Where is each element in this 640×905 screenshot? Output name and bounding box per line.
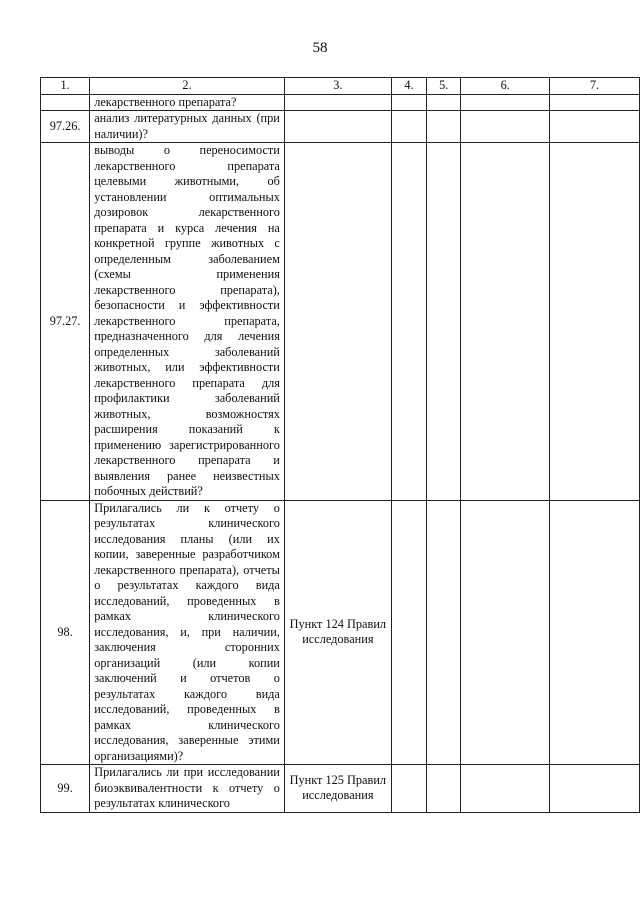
header-row xyxy=(41,78,640,95)
answer-cell xyxy=(391,111,426,143)
column-header: 1. xyxy=(41,78,90,95)
checklist-table xyxy=(40,77,640,813)
column-header: 7. xyxy=(550,78,640,95)
answer-cell xyxy=(427,500,461,765)
answer-cell xyxy=(427,143,461,501)
question-text: выводы о переносимости лекарственного препарата целевыми животными, об установлении оптимальных дозировок лекарственного препарата и курса лечения на конкретной группе животных с определенным заболеванием (схемы применения лекарственного препарата), безопасности и эффективности лекарственного препарата, предназначенного для лечения определенных заболеваний животных, или эффективности лекарственного препарата для профилактики заболеваний животных, возможностях расширения показаний к применению зарегистрированного лекарственного препарата и выявления ранее неизвестных побочных действий? xyxy=(90,143,285,501)
legal-reference: Пункт 124 Правил исследования xyxy=(284,500,391,765)
answer-cell xyxy=(461,500,550,765)
question-text: Прилагались ли к отчету о результатах клинического исследования планы (или их копии, заверенные разработчиком лекарственного препарата), отчеты о результатах каждого вида исследований, проведенных в рамках клинического исследования, и, при наличии, заключения сторонних организаций (или копии заключений и отчетов о результатах каждого вида исследований, проведенных в рамках клинического исследования, заверенные этими организациями)? xyxy=(90,500,285,765)
answer-cell xyxy=(427,765,461,813)
answer-cell xyxy=(391,765,426,813)
row-number: 97.26. xyxy=(41,111,90,143)
answer-cell xyxy=(550,143,640,501)
answer-cell xyxy=(550,94,640,111)
column-header: 3. xyxy=(284,78,391,95)
answer-cell xyxy=(391,500,426,765)
legal-reference xyxy=(284,143,391,501)
answer-cell xyxy=(427,111,461,143)
table-row xyxy=(41,94,640,111)
column-header: 6. xyxy=(461,78,550,95)
question-text: лекарственного препарата? xyxy=(90,94,285,111)
table-row xyxy=(41,143,640,501)
question-text: Прилагались ли при исследовании биоэквивалентности к отчету о результатах клинического xyxy=(90,765,285,813)
row-number xyxy=(41,94,90,111)
answer-cell xyxy=(550,765,640,813)
table-row xyxy=(41,500,640,765)
answer-cell xyxy=(461,143,550,501)
column-header: 4. xyxy=(391,78,426,95)
answer-cell xyxy=(461,765,550,813)
table-row xyxy=(41,765,640,813)
legal-reference xyxy=(284,111,391,143)
answer-cell xyxy=(550,111,640,143)
answer-cell xyxy=(461,111,550,143)
legal-reference xyxy=(284,94,391,111)
table-row xyxy=(41,111,640,143)
legal-reference: Пункт 125 Правил исследования xyxy=(284,765,391,813)
question-text: анализ литературных данных (при наличии)? xyxy=(90,111,285,143)
answer-cell xyxy=(391,94,426,111)
row-number: 99. xyxy=(41,765,90,813)
answer-cell xyxy=(461,94,550,111)
page-number: 58 xyxy=(312,40,328,56)
column-header: 2. xyxy=(90,78,285,95)
column-header: 5. xyxy=(427,78,461,95)
answer-cell xyxy=(550,500,640,765)
answer-cell xyxy=(427,94,461,111)
row-number: 97.27. xyxy=(41,143,90,501)
row-number: 98. xyxy=(41,500,90,765)
answer-cell xyxy=(391,143,426,501)
